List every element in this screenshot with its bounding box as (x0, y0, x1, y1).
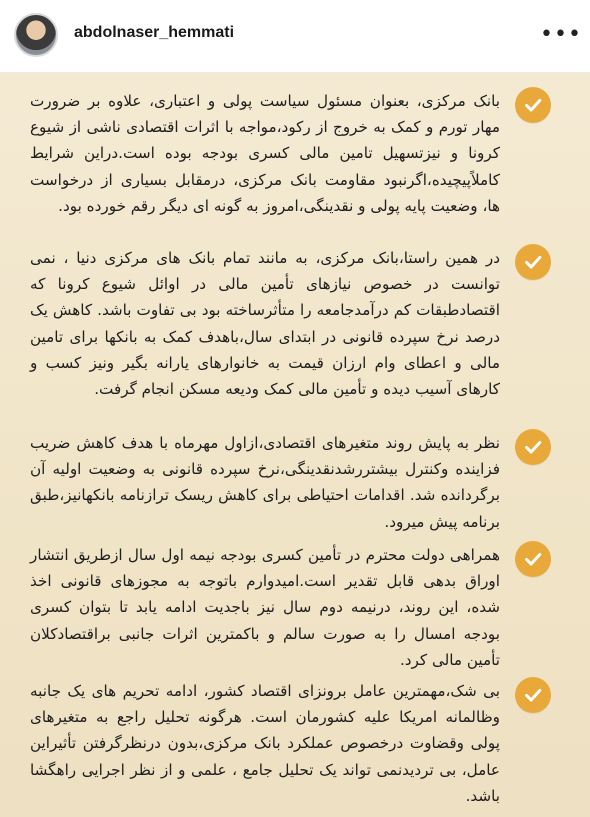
avatar[interactable] (14, 13, 58, 57)
more-icon[interactable] (540, 21, 582, 47)
checkmark-icon (515, 429, 551, 465)
checkmark-icon (515, 541, 551, 577)
post-paragraph-2: در همین راستا،بانک مرکزی، به مانند تمام بانک های مرکزی دنیا ، نمی توانست در خصوص نیازهای تأمین مالی در اوائل شیوع کرونا که اقتصادطبقات کم درآمدجامعه را متأثرساخته بود بی تفاوت باشد. کاهش یک درصد نرخ سپرده قانونی در ابتدای سال،باهدف کمک به بانکها برای تامین مالی و اعطای وام ارزان قیمت به خانوارهای یارانه بگیر ونیز کسب و کارهای آسیب دیده و تأمین مالی کمک ودیعه مسکن انجام گرفت. (30, 249, 500, 399)
post-paragraph-4: همراهی دولت محترم در تأمین کسری بودجه نیمه اول سال ازطریق انتشار اوراق بدهی قابل تقدیر است.امیدوارم باتوجه به مجوزهای قانونی اخذ شده، این روند، درنیمه دوم سال نیز باجدیت ادامه یابد تا بتوان کسری بودجه امسال را به صورت سالم و باکمترین اثرات جانبی براقتصادکلان تأمین مالی کرد. (30, 546, 500, 669)
checkmark-icon (515, 87, 551, 123)
checkmark-icon (515, 244, 551, 280)
username-link[interactable]: abdolnaser_hemmati (74, 24, 235, 41)
post-paragraph-3: نظر به پایش روند متغیرهای اقتصادی،ازاول مهرماه با هدف کاهش ضریب فزاینده وکنترل بیشتررشدنقدینگی،نرخ سپرده قانونی به وضعیت اولیه آن برگردانده شد. اقدامات احتیاطی برای کاهش ریسک ترازنامه بانکهانیز،طبق برنامه پیش میرود. (30, 434, 500, 531)
checkmark-icon (515, 677, 551, 713)
post-content (0, 73, 590, 817)
post-paragraph-1: بانک مرکزی، بعنوان مسئول سیاست پولی و اعتباری، علاوه بر ضرورت مهار تورم و کمک به خروج از رکود،مواجه با اثرات اقتصادی ناشی از شیوع کرونا و نیزتسهیل تامین مالی کسری بودجه بوده است.دراین شرایط کاملاًپیچیده،اگرنبود مقاومت بانک مرکزی، درمقابل بسیاری از درخواست ها، وضعیت پایه پولی و نقدینگی،امروز به گونه ای دیگر رقم خورده بود. (30, 92, 500, 215)
post-paragraph-5: بی شک،مهمترین عامل برونزای اقتصاد کشور، ادامه تحریم های یک جانبه وظالمانه امریکا علیه کشورمان است. هرگونه تحلیل راجع به متغیرهای پولی وقضاوت درخصوص عملکرد بانک مرکزی،بدون درنظرگرفتن تأثیراین عامل، بی تردیدنمی تواند یک تحلیل جامع ، علمی و از نظر اجرایی راهگشا باشد. (30, 682, 500, 805)
more-glyph: ••• (540, 21, 582, 47)
post-header (0, 0, 590, 73)
